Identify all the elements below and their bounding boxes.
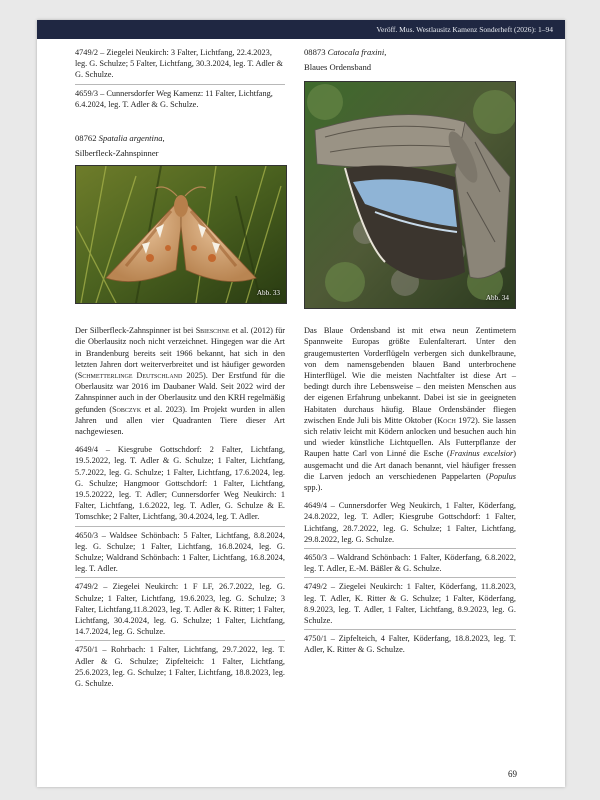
moth-photo-spatalia [76,166,286,303]
page [37,20,565,787]
figure-label: Abb. 33 [256,289,280,297]
record-paragraph: 4650/3 – Waldsee Schönbach: 5 Falter, Lichtfang, 8.8.2024, leg. G. Schulze; 1 Falter, Lichtfang, 16.8.2024, leg. G. Schulze; Waldrand Schönbach: 1 Falter, Lichtfang, 16.8.2024, leg. T. Adler. [75,530,285,579]
figure-moth-spatalia-argentina [75,165,287,304]
figure-label: Abb. 34 [485,293,509,302]
record-paragraph: 4650/3 – Waldrand Schönbach: 1 Falter, Köderfang, 6.8.2022, leg. T. Adler, E.-M. Bäßler & G. Schulze. [304,552,516,578]
record-paragraph: 4749/2 – Ziegelei Neukirch: 3 Falter, Lichtfang, 22.4.2023, leg. G. Schulze; 5 Falter, Lichtfang, 30.3.2024, leg. T. Adler & G. Schulze. [75,47,285,85]
species-heading: 08762 Spatalia argentina, [75,133,165,144]
record-paragraph: 4750/1 – Rohrbach: 1 Falter, Lichtfang, 29.7.2022, leg. T. Adler & G. Schulze; Zipfelteich: 1 Falter, Lichtfang, 25.6.2023, leg. G. Schulze; 1 Falter, Lichtfang, 18.8.2023, leg. G. Schulze. [75,645,285,689]
right-column [304,47,516,662]
citation: Sbieschne [195,326,230,336]
record-paragraph: 4749/2 – Ziegelei Neukirch: 1 Falter, Köderfang, 11.8.2023, leg. T. Adler, K. Ritter & G. Schulze; 1 Falter, Köderfang, 8.9.2023, leg. T. Adler, 1 Falter, Lichtfang, 8.9.2023, leg. G. Schulze. [304,581,516,630]
species-latin-name: Catocala fraxini [327,47,385,57]
moth-photo-catocala [305,82,516,308]
record-paragraph: 4649/4 – Cunnersdorfer Weg Neukirch, 1 Falter, Köderfang, 24.8.2022, leg. T. Adler; Kiesgrube Gottschdorf: 1 Falter, Lichtfang, 28.7.2022, leg. G. Schulze; 1 Falter, Lichtfang, 29.8.2022, leg. G. Schulze. [304,500,516,549]
record-paragraph: 4749/2 – Ziegelei Neukirch: 1 F LF, 26.7.2022, leg. G. Schulze; 1 Falter, Lichtfang, 19.6.2023, leg. G. Schulze; 3 Falter, Lichtfang,11.8.2023, leg. T. Adler & K. Ritter; 1 Falter, Lichtfang, 30.4.2024, leg. G. Schulze; 1 Falter, Lichtfang, 14.7.2024, leg. G. Schulze. [75,581,285,641]
species-heading: 08873 Catocala fraxini, [304,47,387,57]
species-number: 08762 [75,133,97,144]
plant-name: Fraxinus excelsior [449,449,514,459]
record-paragraph: 4750/1 – Zipfelteich, 4 Falter, Köderfang, 18.8.2023, leg. T. Adler, K. Ritter & G. Schulze. [304,634,516,655]
species-german-name: Silberfleck-Zahnspinner [75,147,159,158]
record-paragraph: 4659/3 – Cunnersdorfer Weg Kamenz: 11 Falter, Lichtfang, 6.4.2024, leg. T. Adler & G. Schulze. [75,88,273,109]
citation: Sobczyk [112,404,142,414]
left-column [75,47,285,695]
citation: Koch [437,415,456,425]
running-header [37,20,565,39]
species-number: 08873 [304,47,326,57]
record-paragraph: 4649/4 – Kiesgrube Gottschdorf: 2 Falter, Lichtfang, 19.5.2022, leg. T. Adler & G. Schulze; 1 Falter, Lichtfang, 5.7.2022, leg. G. Schulze; 1 Falter, Lichtfang, 17.6.2024, leg. G. Schulze; Hangmoor Gottschdorf: 1 Falter, Lichtfang, 19.5.20222, leg. T. Adler; Cunnersdorfer Weg Neukirch: 1 Falter, Lichtfang, 1.6.2022, leg. T. Adler, G. Schulze & E. Tomschke; 2 Falter, Lichtfang, 30.4.2024, leg. T. Adler. [75,444,285,526]
header-citation: Veröff. Mus. Westlausitz Kamenz Sonderheft (2026): 1–94 [376,25,553,34]
species-description: Das Blaue Ordensband ist mit etwa neun Zentimetern Spannweite Europas größte Eulenfalterart. Unter den graugemusterten Vorderflügeln verbergen sich dunkelbraune, von dem namensgebenden blauen Band unterbrochene Hinterflügel. Wie die meisten Nachtfalter ist diese Art – bedingt durch ihre Lebensweise – den meisten Menschen aus der eigenen Erfahrung unbekannt. Dabei ist sie in geeigneten Habitaten durchaus häufig. Blaue Ordensbänder fliegen zwischen Ende Juli bis Mitte Oktober (Koch 1972). Sie lassen sich relativ leicht mit Ködern anlocken und besuchen auch hin und wieder künstliche Lichtquellen. Als Futterpflanze der Raupen hatte Carl von Linné die Esche (Fraxinus excelsior) ausgemacht und die Art danach benannt, viel häufiger fressen die Larven jedoch an verschiedenen Pappelarten (Populus spp.). [304,326,517,493]
species-latin-name: Spatalia argentina [98,133,163,144]
species-german-name: Blaues Ordensband [304,61,372,72]
species-description: Der Silberfleck-Zahnspinner ist bei Sbieschne et al. (2012) für die Oberlausitz noch nicht verzeichnet. Hingegen war die Art in Brandenburg bereits seit 1966 bekannt, hat sich in den letzten Jahren dort weiterverbreitet und ist häufiger geworden (Schmetterlinge Deutschland 2025). Der Erstfund für die Oberlausitz war 2016 im Daubaner Wald. Seit 2022 wird der Zahnspinner auch in der Oberlausitz und den KRH regelmäßig gefunden (Sobczyk et al. 2023). Im Projekt wurden in allen Jahren und allen vier Quadranten Tiere dieser Art nachgewiesen. [75,326,285,437]
page-number: 69 [508,769,517,779]
citation: Schmetterlinge Deutschland [77,371,183,381]
figure-moth-catocala-fraxini [304,81,516,309]
plant-name: Populus [488,471,516,481]
